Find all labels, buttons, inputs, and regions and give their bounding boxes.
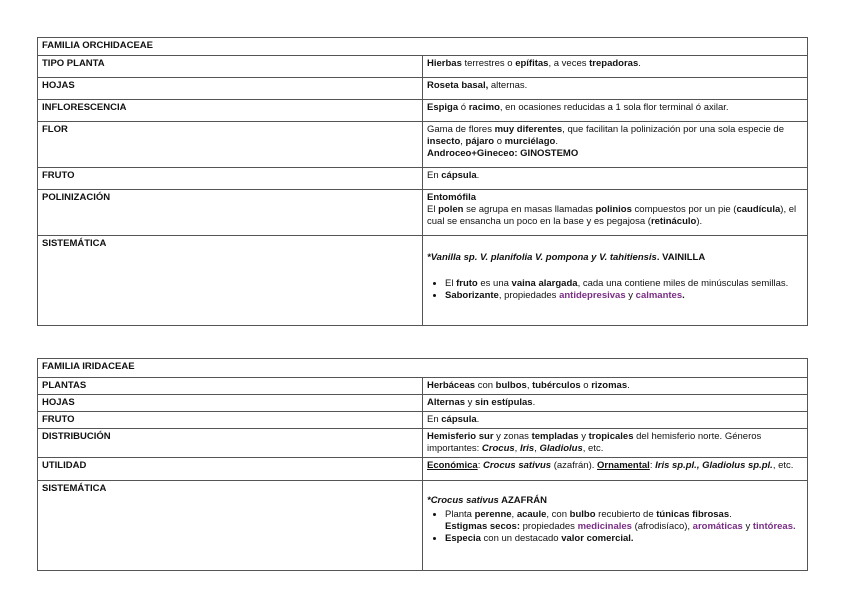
- list-item: • El fruto es una vaina alargada, cada una contiene miles de minúsculas semillas.: [445, 278, 803, 290]
- iridaceae-table: [37, 358, 808, 571]
- list-item: • Planta perenne, acaule, con bulbo recubierto de túnicas fibrosas. Estigmas secos: propiedades medicinales (afrodisíaco), aromáticas y tintóreas.: [445, 509, 803, 533]
- value-fruto: En cápsula.: [423, 168, 808, 190]
- orchidaceae-table: [37, 37, 808, 326]
- label-polinizacion: POLINIZACIÓN: [38, 190, 423, 236]
- value-hojas-iris: Alternas y sin estípulas.: [423, 395, 808, 412]
- value-polinizacion: Entomófila El polen se agrupa en masas llamadas polinios compuestos por un pie (caudícula), el cual se ensancha un poco en la base y es pegajosa (retináculo).: [423, 190, 808, 236]
- list-item: • Especia con un destacado valor comercial.: [445, 533, 803, 545]
- label-hojas-iris: HOJAS: [38, 395, 423, 412]
- label-hojas: HOJAS: [38, 78, 423, 100]
- value-inflorescencia: Espiga ó racimo, en ocasiones reducidas a 1 sola flor terminal ó axilar.: [423, 100, 808, 122]
- label-sistematica: SISTEMÁTICA: [38, 236, 423, 326]
- label-fruto-iris: FRUTO: [38, 412, 423, 429]
- value-distribucion: Hemisferio sur y zonas templadas y tropicales del hemisferio norte. Géneros importantes: Crocus, Iris, Gladiolus, etc.: [423, 429, 808, 458]
- value-sistematica-iris: *Crocus sativus AZAFRÁN • Planta perenne, acaule, con bulbo recubierto de túnicas fibrosas. Estigmas secos: propiedades medicinales (afrodisíaco), aromáticas y tintóreas. • Especia con un destacado valor comercial.: [423, 481, 808, 571]
- value-flor: Gama de flores muy diferentes, que facilitan la polinización por una sola especie de insecto, pájaro o murciélago. Androceo+Gineceo: GINOSTEMO: [423, 122, 808, 168]
- value-tipo-planta: Hierbas terrestres o epífitas, a veces trepadoras.: [423, 56, 808, 78]
- value-plantas: Herbáceas con bulbos, tubérculos o rizomas.: [423, 378, 808, 395]
- value-sistematica: *Vanilla sp. V. planifolia V. pompona y V. tahitiensis. VAINILLA • El fruto es una vaina alargada, cada una contiene miles de minúsculas semillas. • Saborizante, propiedades antidepresivas y calmantes.: [423, 236, 808, 326]
- list-item: • Saborizante, propiedades antidepresivas y calmantes.: [445, 290, 803, 302]
- label-plantas: PLANTAS: [38, 378, 423, 395]
- label-tipo-planta: TIPO PLANTA: [38, 56, 423, 78]
- iridaceae-title: FAMILIA IRIDACEAE: [38, 359, 808, 378]
- label-utilidad: UTILIDAD: [38, 458, 423, 481]
- value-hojas: Roseta basal, alternas.: [423, 78, 808, 100]
- orchidaceae-title: FAMILIA ORCHIDACEAE: [38, 38, 808, 56]
- label-distribucion: DISTRIBUCIÓN: [38, 429, 423, 458]
- label-inflorescencia: INFLORESCENCIA: [38, 100, 423, 122]
- value-fruto-iris: En cápsula.: [423, 412, 808, 429]
- label-fruto: FRUTO: [38, 168, 423, 190]
- value-utilidad: Económica: Crocus sativus (azafrán). Ornamental: Iris sp.pl., Gladiolus sp.pl., etc.: [423, 458, 808, 481]
- label-sistematica-iris: SISTEMÁTICA: [38, 481, 423, 571]
- label-flor: FLOR: [38, 122, 423, 168]
